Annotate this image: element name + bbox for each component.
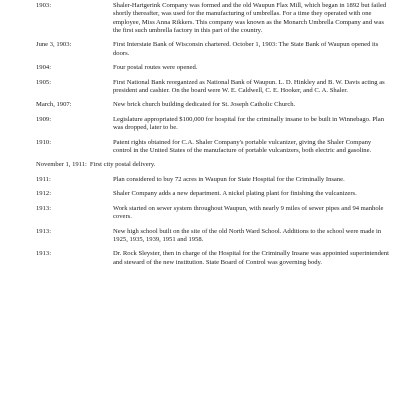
entry-date: 1913:	[36, 227, 52, 235]
entry-text: Patent rights obtained for C.A. Shaler Company's portable vulcanizer, giving the Shaler Company control in the United States of the manufacture of portable vulcanizers, both electric and gasoline.	[113, 138, 372, 154]
entry-date: November 1, 1911:	[36, 161, 87, 169]
entry-date: June 3, 1903:	[36, 41, 72, 49]
entry-date: 1903:	[36, 2, 52, 9]
entry-text: Legislature appropriated $100,000 for hospital for the criminally insane to be built in Winnebago. Plan was dropped, later to be.	[113, 115, 384, 132]
entry-text: Shaler Company adds a new department. A nickel plating plant for finishing the vulcanizers.	[113, 190, 357, 198]
entry-date: 1904:	[36, 64, 52, 72]
timeline-entry	[36, 116, 390, 133]
timeline-entry	[36, 139, 390, 156]
entry-date: March, 1907:	[36, 101, 72, 109]
entry-date: 1909:	[36, 115, 52, 123]
entry-text: Four postal routes were opened.	[113, 64, 198, 72]
entry-date: 1913:	[36, 250, 52, 258]
timeline-entry	[36, 161, 390, 169]
timeline-entry	[36, 79, 390, 96]
entry-text: Shaler-Hartgerink Company was formed and the old Waupun Flax Mill, which began in 1892 but failed shortly thereafter, was used for the manufacturing of umbrellas. For a time they operated with one employee, Miss Anna Rikkers. This company was known as the Monarch Umbrella Company and was the first such umbrella factory in this part of the country.	[113, 2, 387, 34]
entry-date: 1912:	[36, 190, 52, 198]
entry-text: Plan considered to buy 72 acres in Waupun for State Hospital for the Criminally Insane.	[113, 175, 345, 183]
entry-text: New brick church building dedicated for St. Joseph Catholic Church.	[113, 101, 296, 109]
entry-text: Dr. Rock Sleyster, then in charge of the Hospital for the Criminally Insane was appointed superintendent and steward of the new institution. State Board of Control was governing body.	[113, 250, 389, 266]
entry-text: First National Bank reorganized as National Bank of Waupun. L. D. Hinkley and B. W. Davis acting as president and cashier. On the board were W. E. Caldwell, C. E. Hooker, and C. A. Shaler.	[113, 78, 385, 94]
timeline-entry	[36, 228, 390, 245]
timeline-entry	[36, 205, 390, 222]
entry-date: 1910:	[36, 138, 52, 146]
entry-text: First city postal delivery.	[89, 161, 156, 169]
timeline-entry	[36, 41, 390, 58]
timeline-entry	[36, 176, 390, 184]
entry-text: New high school built on the site of the old North Ward School. Additions to the school were made in 1925, 1935, 1939, 1951 and 1958.	[113, 227, 382, 243]
timeline-entry	[36, 2, 390, 35]
timeline-entry	[36, 250, 390, 267]
timeline-entry	[36, 64, 390, 72]
entry-date: 1905:	[36, 78, 52, 86]
entry-date: 1913:	[36, 204, 52, 212]
timeline-entry	[36, 190, 390, 198]
entry-text: First Interstate Bank of Wisconsin chartered. October 1, 1903: The State Bank of Waupun opened its doors.	[113, 41, 379, 57]
entry-date: 1911:	[36, 175, 51, 183]
entry-text: Work started on sewer system throughout Waupun, with nearly 9 miles of sewer pipes and 94 manhole covers.	[113, 204, 384, 221]
timeline-entry	[36, 101, 390, 109]
